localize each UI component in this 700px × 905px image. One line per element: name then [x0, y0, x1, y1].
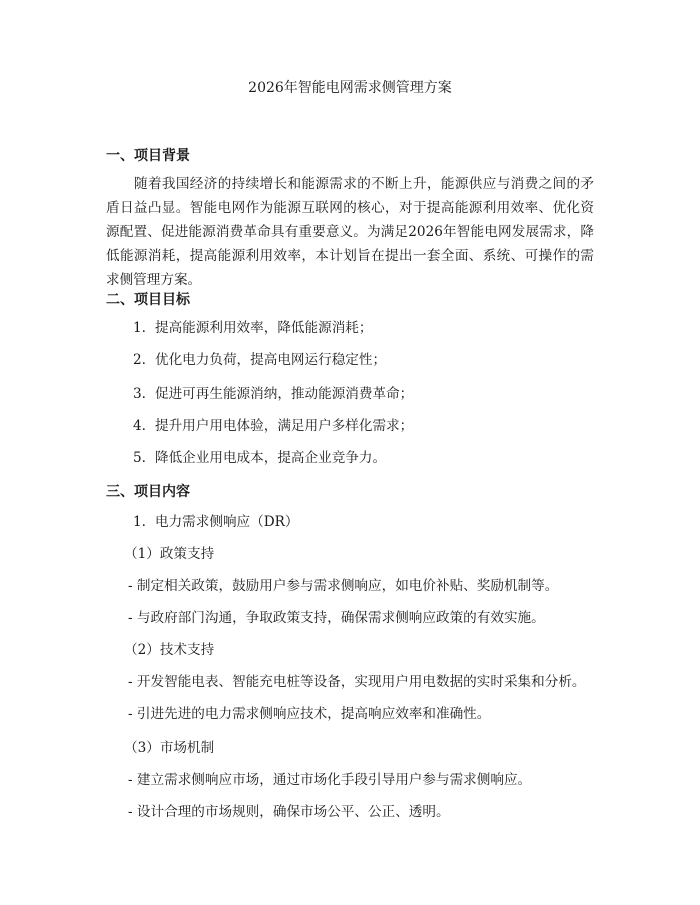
bullet-item: - 引进先进的电力需求侧响应技术，提高响应效率和准确性。 — [128, 706, 491, 722]
goal-item-number: 5. — [133, 450, 146, 466]
goal-item-text: 提高能源利用效率，降低能源消耗； — [155, 320, 373, 336]
goal-item-number: 2. — [133, 352, 146, 368]
section-heading-content: 三、项目内容 — [106, 484, 190, 500]
bullet-item: - 设计合理的市场规则，确保市场公平、公正、透明。 — [128, 804, 450, 820]
goal-item — [133, 384, 413, 404]
bullet-item: - 开发智能电表、智能充电桩等设备，实现用户用电数据的实时采集和分析。 — [128, 674, 586, 690]
goal-item-number: 3. — [133, 386, 146, 402]
section-heading-background: 一、项目背景 — [106, 148, 190, 164]
goal-item — [133, 448, 386, 468]
document-title: 2026年智能电网需求侧管理方案 — [248, 80, 452, 96]
group-label-market: （3）市场机制 — [124, 740, 215, 756]
goal-item — [133, 416, 413, 436]
goal-item — [133, 350, 386, 370]
goal-item — [133, 318, 373, 338]
content-subheading-number: 1. — [133, 514, 146, 530]
goal-item-text: 降低企业用电成本，提高企业竞争力。 — [155, 450, 387, 466]
content-subheading — [133, 512, 298, 532]
bullet-item: - 与政府部门沟通，争取政策支持，确保需求侧响应政策的有效实施。 — [128, 610, 545, 626]
goal-item-text: 促进可再生能源消纳，推动能源消费革命； — [155, 386, 414, 402]
group-label-technology: （2）技术支持 — [124, 642, 215, 658]
goal-item-number: 1. — [133, 320, 146, 336]
goal-item-number: 4. — [133, 418, 146, 434]
bullet-item: - 建立需求侧响应市场，通过市场化手段引导用户参与需求侧响应。 — [128, 772, 532, 788]
bullet-item: - 制定相关政策，鼓励用户参与需求侧响应，如电价补贴、奖励机制等。 — [128, 578, 559, 594]
group-label-policy: （1）政策支持 — [124, 546, 215, 562]
goal-item-text: 优化电力负荷，提高电网运行稳定性； — [155, 352, 387, 368]
goal-item-text: 提升用户用电体验，满足用户多样化需求； — [155, 418, 414, 434]
background-paragraph: 随着我国经济的持续增长和能源需求的不断上升，能源供应与消费之间的矛盾日益凸显。智能电网作为能源互联网的核心，对于提高能源利用效率、优化资源配置、促进能源消费革命具有重要意义。为满足2026年智能电网发展需求，降低能源消耗，提高能源利用效率，本计划旨在提出一套全面、系统、可操作的需求侧管理方案。 — [106, 176, 594, 288]
content-subheading-text: 电力需求侧响应（DR） — [155, 514, 299, 530]
section-heading-goals: 二、项目目标 — [106, 292, 190, 308]
